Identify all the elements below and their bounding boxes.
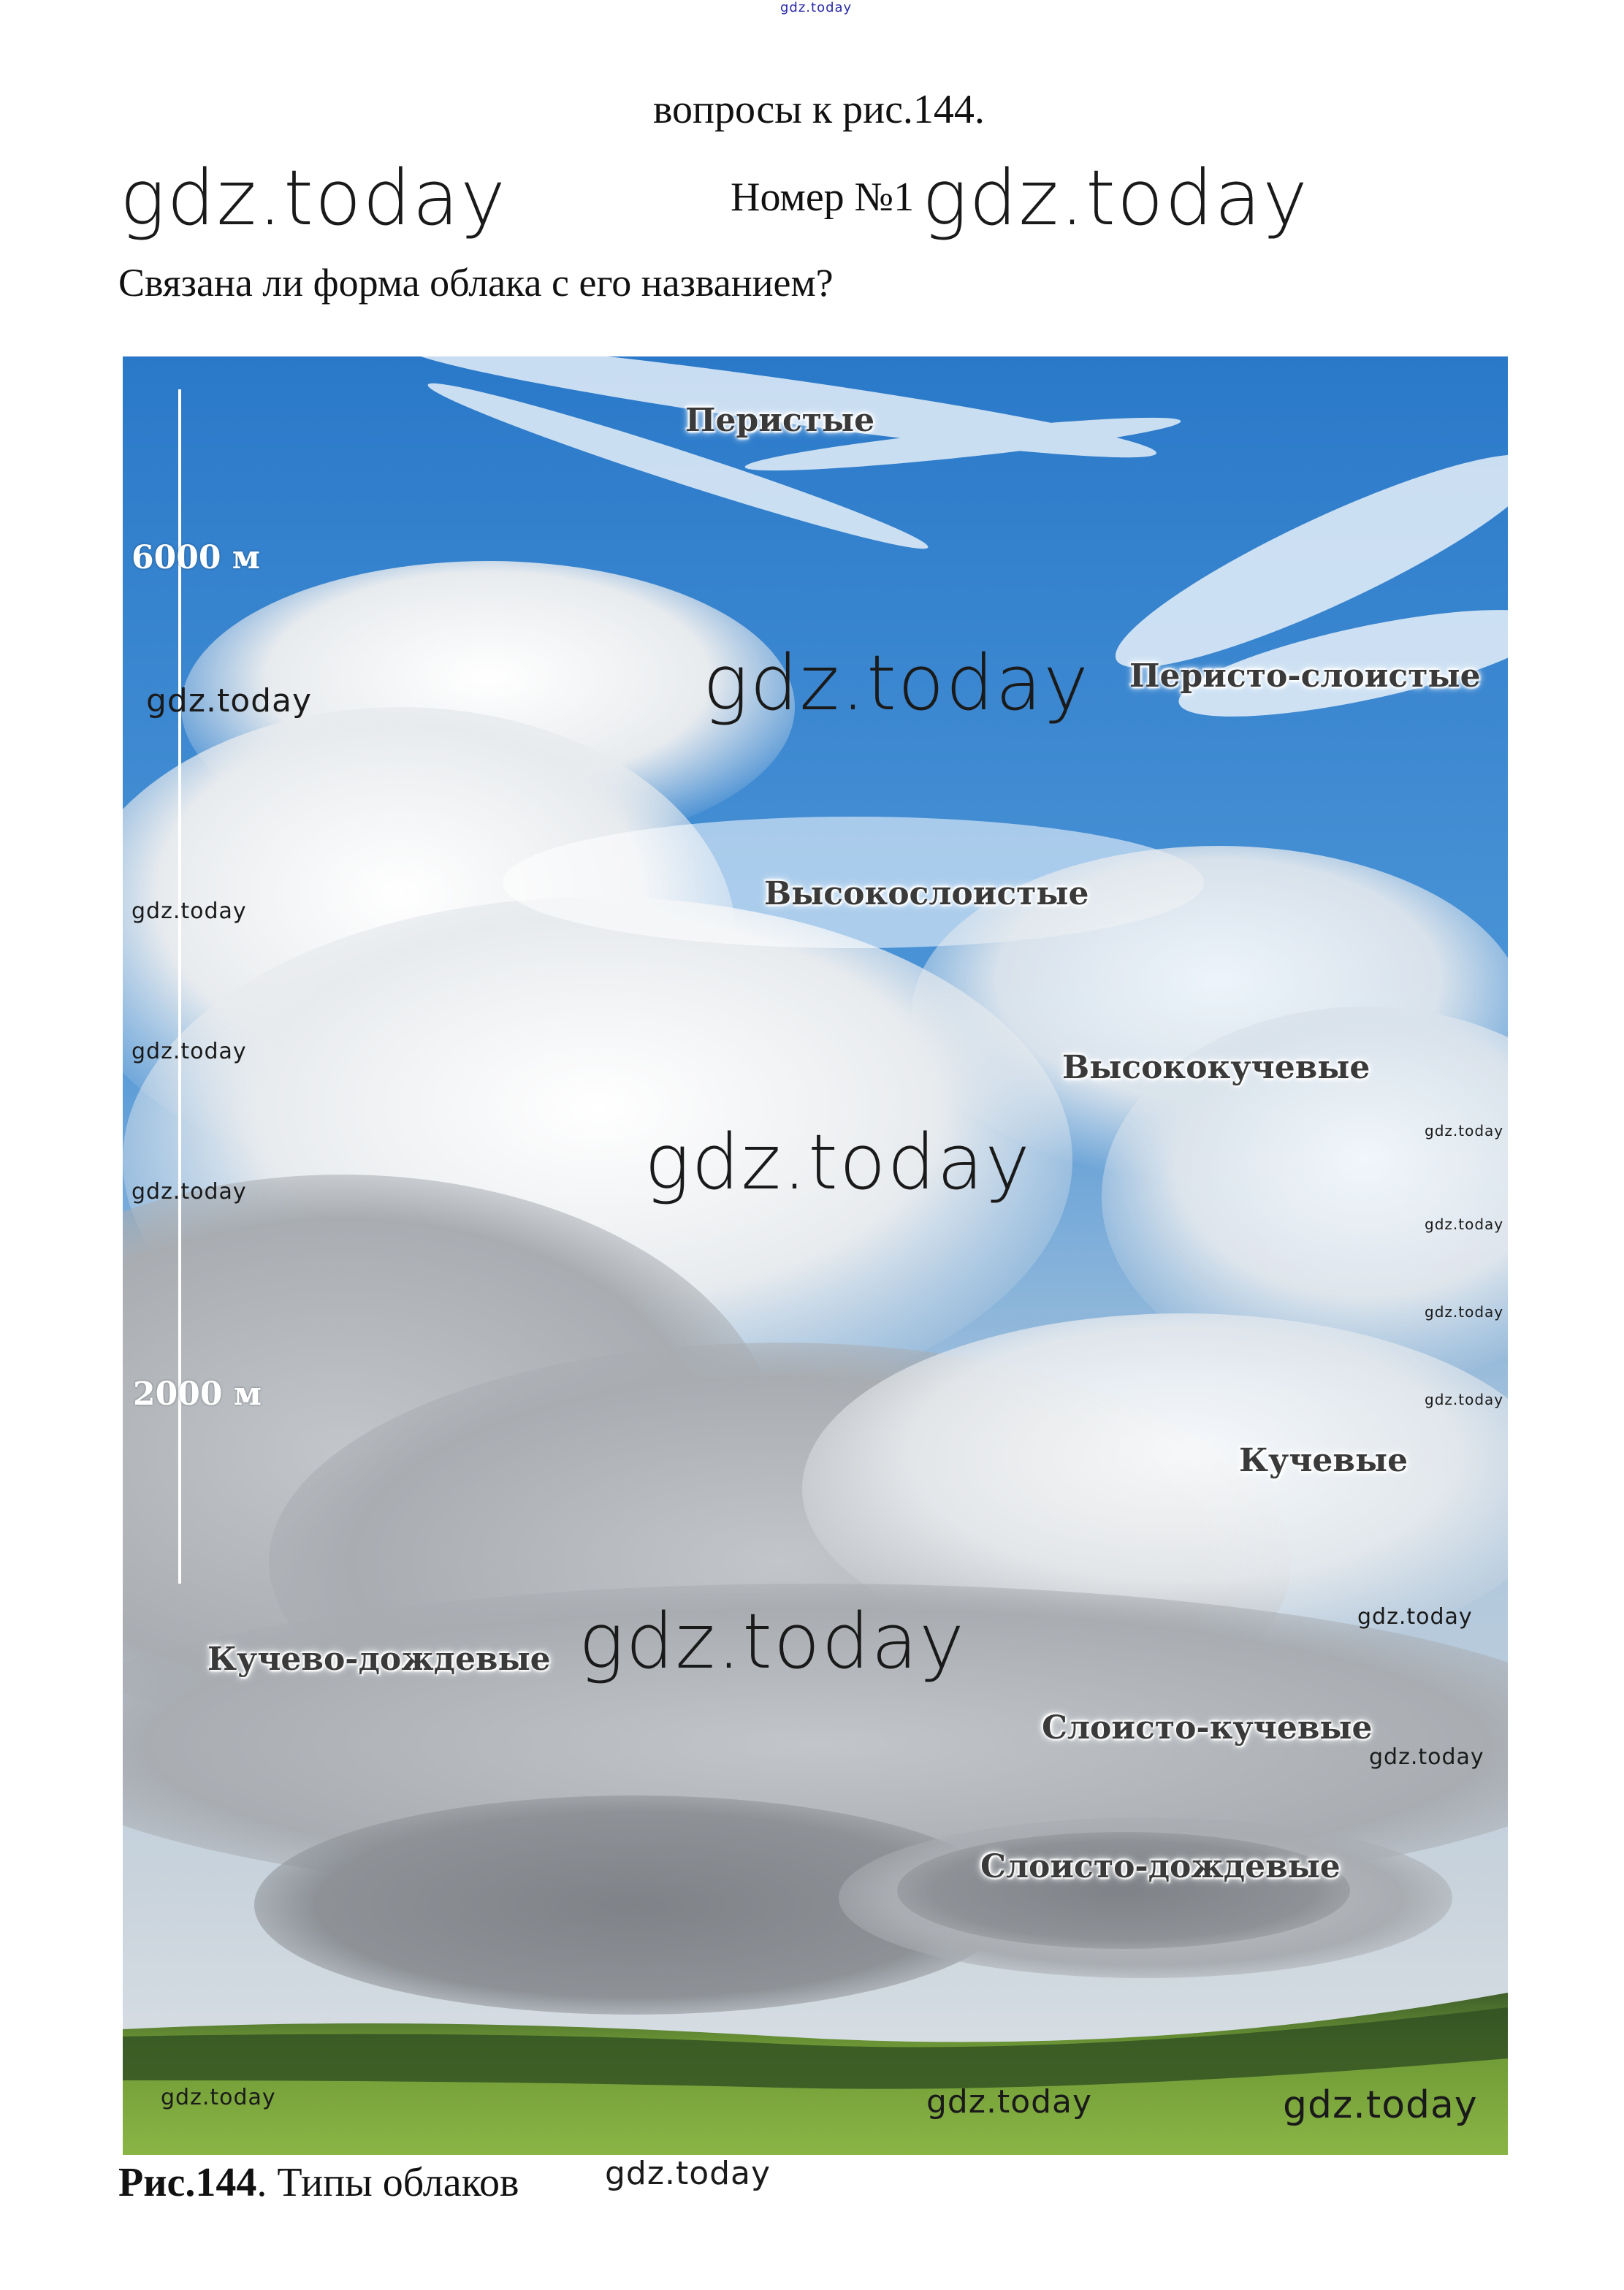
watermark: gdz.today: [131, 1039, 247, 1064]
watermark: gdz.today: [922, 153, 1309, 243]
label-cumulonimbus: Кучево-дождевые: [207, 1641, 551, 1678]
question-title: вопросы к рис.144.: [653, 87, 985, 132]
watermark: gdz.today: [146, 682, 313, 720]
watermark: gdz.today: [1425, 1303, 1504, 1321]
watermark: gdz.today: [644, 1118, 1032, 1207]
watermark: gdz.today: [605, 2155, 771, 2192]
watermark: gdz.today: [1369, 1744, 1484, 1770]
label-stratocumulus: Слоисто-кучевые: [1042, 1709, 1373, 1747]
label-cumulus: Кучевые: [1239, 1442, 1408, 1479]
caption-number: Рис.144: [118, 2160, 257, 2205]
label-altostratus: Высокослоистые: [764, 875, 1089, 912]
watermark: gdz.today: [131, 898, 247, 924]
label-nimbostratus: Слоисто-дождевые: [980, 1848, 1341, 1885]
watermark: gdz.today: [1283, 2083, 1478, 2127]
watermark: gdz.today: [1425, 1391, 1504, 1408]
watermark: gdz.today: [703, 638, 1090, 728]
label-altocumulus: Высококучевые: [1062, 1049, 1371, 1086]
watermark: gdz.today: [1357, 1604, 1473, 1630]
watermark: gdz.today: [120, 153, 507, 243]
figure-caption: [118, 2159, 519, 2206]
clouds-figure: [123, 356, 1508, 2155]
watermark: gdz.today: [131, 1179, 247, 1205]
altitude-label-2000: 2000 м: [133, 1375, 262, 1413]
number-label: Номер №1: [731, 175, 915, 220]
altitude-label-6000: 6000 м: [131, 539, 260, 576]
label-cirrus: Перистые: [685, 402, 875, 439]
watermark: gdz.today: [579, 1597, 966, 1686]
caption-text: . Типы облаков: [256, 2160, 519, 2205]
watermark: gdz.today: [1425, 1122, 1504, 1140]
watermark: gdz.today: [926, 2083, 1093, 2121]
watermark: gdz.today: [161, 2085, 276, 2110]
label-cirrostratus: Перисто-слоистые: [1129, 657, 1481, 695]
question-text: Связана ли форма облака с его названием?: [118, 261, 834, 305]
watermark: gdz.today: [1425, 1215, 1504, 1233]
top-watermark: gdz.today: [780, 0, 853, 15]
